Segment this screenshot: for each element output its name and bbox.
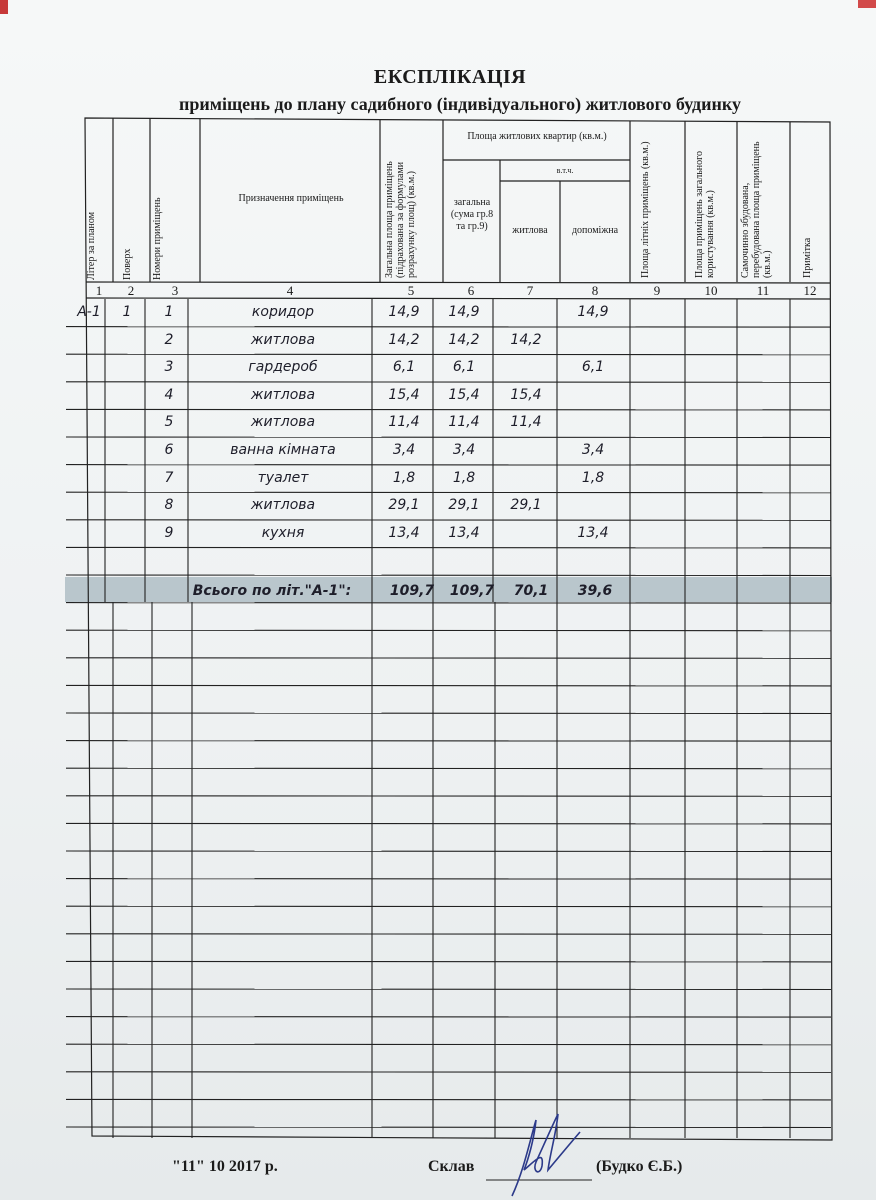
column-number: 5 xyxy=(407,283,415,298)
row-dopomizhna: 13,4 xyxy=(577,524,609,541)
row-zagalna-suma: 13,4 xyxy=(448,524,480,541)
row-zagalna: 1,8 xyxy=(392,469,416,486)
column-number: 4 xyxy=(286,283,294,298)
row-nazva: гардероб xyxy=(248,359,318,376)
row-nazva: житлова xyxy=(250,414,316,431)
row-nazva: кухня xyxy=(261,524,305,541)
row-zagalna: 11,4 xyxy=(388,414,420,431)
row-nazva: коридор xyxy=(251,304,315,320)
row-dopomizhna: 14,9 xyxy=(577,304,609,320)
row-zagalna-suma: 29,1 xyxy=(448,497,480,514)
row-dopomizhna: 3,4 xyxy=(581,442,605,458)
row-dopomizhna: 1,8 xyxy=(581,469,605,486)
row-zagalna-suma: 15,4 xyxy=(448,386,480,403)
total-dopomizhna: 39,6 xyxy=(577,583,613,599)
row-zagalna: 14,2 xyxy=(388,331,420,348)
column-number: 8 xyxy=(591,283,599,298)
row-nomer: 6 xyxy=(164,442,174,458)
footer-date: "11" 10 2017 р. xyxy=(172,1158,278,1175)
column-number: 2 xyxy=(127,283,135,298)
row-nazva: житлова xyxy=(250,386,316,403)
row-zagalna-suma: 11,4 xyxy=(448,414,480,431)
row-nazva: туалет xyxy=(257,469,309,486)
header-ploshcha-kvartyr: Площа житлових квартир (кв.м.) xyxy=(467,131,607,142)
column-number: 6 xyxy=(467,283,475,298)
row-zagalna: 15,4 xyxy=(388,386,420,403)
header-pryznachennia: Призначення приміщень xyxy=(238,193,344,204)
total-zagalna-suma: 109,7 xyxy=(449,583,495,599)
column-number: 11 xyxy=(756,283,770,298)
header-dopomizhna: допоміжна xyxy=(571,225,619,236)
column-number: 9 xyxy=(653,283,661,298)
header-prymitka: Примітка xyxy=(802,237,813,278)
header-zagalna-ploshcha: Загальна площа приміщень (підрахована за формулами розрахунку площ) (кв.м.) xyxy=(384,161,417,278)
header-zagalna-suma: загальна (сума гр.8 та гр.9) xyxy=(450,197,494,232)
row-litera: А-1 xyxy=(77,304,101,320)
total-zagalna: 109,7 xyxy=(389,583,435,599)
row-zhytlova: 11,4 xyxy=(510,414,542,431)
header-zhytlova: житлова xyxy=(512,225,548,236)
row-nomer: 3 xyxy=(164,359,174,376)
row-nomer: 9 xyxy=(164,524,174,541)
header-nomery: Номери приміщень xyxy=(152,197,163,280)
header-samochynno: Самочинно збудована, перебудована площа приміщень (кв.м.) xyxy=(740,141,773,278)
row-nomer: 2 xyxy=(164,331,174,348)
column-number: 7 xyxy=(526,283,534,298)
row-zagalna: 3,4 xyxy=(392,442,416,458)
row-zhytlova: 29,1 xyxy=(510,497,542,514)
row-dopomizhna: 6,1 xyxy=(581,359,605,376)
header-vtch: в.т.ч. xyxy=(556,166,574,175)
row-nomer: 1 xyxy=(164,304,174,320)
row-zagalna-suma: 3,4 xyxy=(452,442,476,458)
header-zag-korystuvannia: Площа приміщень загального користування (кв.м.) xyxy=(694,151,716,278)
row-zagalna: 14,9 xyxy=(388,304,420,320)
signature xyxy=(484,1100,594,1200)
row-nomer: 4 xyxy=(164,386,174,403)
row-nomer: 8 xyxy=(164,497,174,514)
document-title: ЕКСПЛІКАЦІЯ xyxy=(373,66,527,88)
column-number: 12 xyxy=(803,283,817,298)
column-number: 3 xyxy=(171,283,179,298)
row-zagalna: 6,1 xyxy=(392,359,416,376)
row-zagalna-suma: 14,9 xyxy=(448,304,480,320)
row-nomer: 7 xyxy=(164,469,174,486)
header-poverkh: Поверх xyxy=(122,248,133,280)
header-litera: Літер за планом xyxy=(86,211,97,280)
row-zagalna-suma: 6,1 xyxy=(452,359,476,376)
row-zagalna: 13,4 xyxy=(388,524,420,541)
row-nazva: житлова xyxy=(250,331,316,348)
row-zhytlova: 14,2 xyxy=(510,331,542,348)
row-zagalna: 29,1 xyxy=(388,497,420,514)
total-label: Всього по літ."А-1": xyxy=(192,583,352,599)
footer-name: (Будко Є.Б.) xyxy=(596,1158,683,1175)
header-litni: Площа літніх приміщень (кв.м.) xyxy=(640,141,651,278)
column-number: 1 xyxy=(95,283,103,298)
row-nomer: 5 xyxy=(164,414,174,431)
row-nazva: ванна кімната xyxy=(230,442,336,458)
row-zagalna-suma: 1,8 xyxy=(452,469,476,486)
footer-sklav-label: Склав xyxy=(428,1158,475,1175)
row-nazva: житлова xyxy=(250,497,316,514)
total-zhytlova: 70,1 xyxy=(513,583,549,599)
row-poverkh: 1 xyxy=(122,304,132,320)
column-number: 10 xyxy=(704,283,718,298)
row-zhytlova: 15,4 xyxy=(510,386,542,403)
row-zagalna-suma: 14,2 xyxy=(448,331,480,348)
document-subtitle: приміщень до плану садибного (індивідуального) житлового будинку xyxy=(178,94,742,114)
